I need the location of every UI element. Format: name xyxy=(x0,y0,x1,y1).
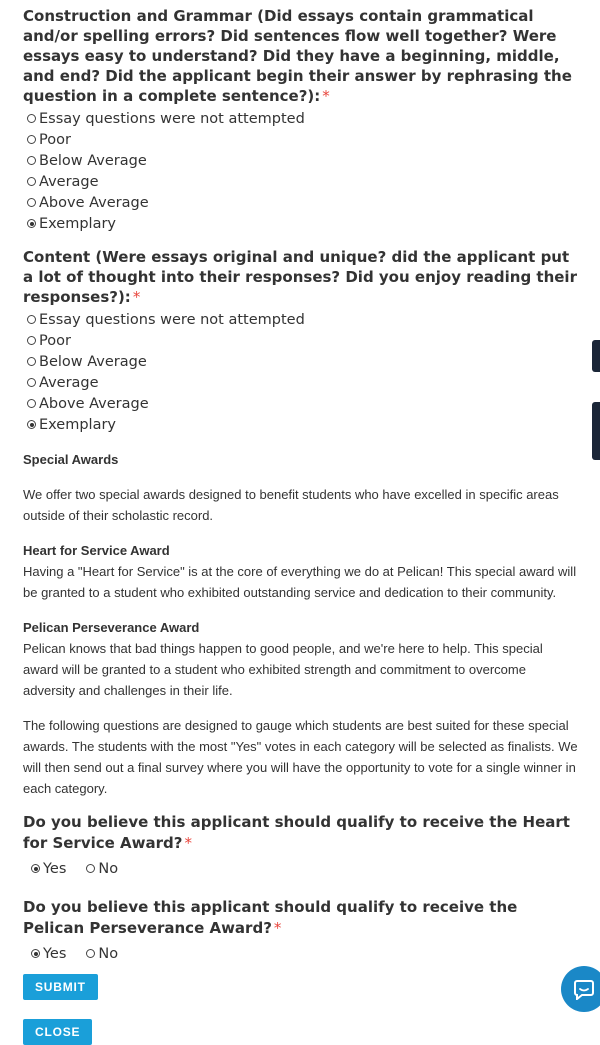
radio-label: Below Average xyxy=(39,353,147,370)
radio-label: Average xyxy=(39,173,99,190)
radio-label: Above Average xyxy=(39,194,149,211)
chat-launcher-button[interactable] xyxy=(561,966,600,1012)
special-awards-heading: Special Awards xyxy=(23,452,119,467)
yes-no-radio-group xyxy=(31,858,583,879)
radio-button-icon[interactable] xyxy=(27,357,36,366)
required-asterisk: * xyxy=(184,834,192,852)
question-text: Do you believe this applicant should qualify to receive the Heart for Service Award? xyxy=(23,813,570,852)
radio-option-no[interactable] xyxy=(86,858,118,879)
radio-group xyxy=(27,309,583,435)
special-awards-intro: We offer two special awards designed to benefit students who have excelled in specific areas outside of their scholastic record. xyxy=(23,487,559,523)
radio-option-selected[interactable] xyxy=(27,414,583,435)
question-text: Content (Were essays original and unique? did the applicant put a lot of thought into their responses? Did you enjoy reading their responses?): xyxy=(23,248,577,306)
question-label xyxy=(23,6,583,106)
radio-option[interactable] xyxy=(27,351,583,372)
special-awards-section xyxy=(23,449,578,799)
pelican-award-text: Pelican knows that bad things happen to good people, and we're here to help. This special award will be granted to a student who exhibited strength and commitment to overcome adversity and challenges in their life. xyxy=(23,641,543,698)
question-construction-grammar xyxy=(23,6,583,234)
radio-label: Above Average xyxy=(39,395,149,412)
radio-button-icon[interactable] xyxy=(27,378,36,387)
chat-bubble-icon xyxy=(573,978,595,1000)
heart-award-text: Having a "Heart for Service" is at the core of everything we do at Pelican! This special award will be granted to a student who exhibited outstanding service and dedication to their community. xyxy=(23,564,577,600)
radio-label: Average xyxy=(39,374,99,391)
radio-option[interactable] xyxy=(27,393,583,414)
radio-label: Below Average xyxy=(39,152,147,169)
side-tab-lower[interactable] xyxy=(592,402,600,460)
radio-option[interactable] xyxy=(27,150,583,171)
yes-no-radio-group xyxy=(31,943,583,964)
radio-option-no[interactable] xyxy=(86,943,118,964)
radio-label: Essay questions were not attempted xyxy=(39,110,305,127)
required-asterisk: * xyxy=(132,288,141,306)
following-questions-text: The following questions are designed to gauge which students are best suited for these special awards. The students with the most "Yes" votes in each category will be selected as finalists. We will then send out a final survey where you will have the opportunity to vote for a single winner in each category. xyxy=(23,718,578,796)
close-button[interactable]: CLOSE xyxy=(23,1019,92,1045)
radio-button-icon[interactable] xyxy=(27,198,36,207)
radio-label: No xyxy=(98,860,119,877)
review-form xyxy=(23,6,583,1045)
required-asterisk: * xyxy=(322,87,330,105)
radio-option-yes-selected[interactable] xyxy=(31,943,66,964)
radio-option-selected[interactable] xyxy=(27,213,583,234)
radio-button-icon[interactable] xyxy=(27,336,36,345)
radio-button-icon[interactable] xyxy=(27,177,36,186)
radio-option[interactable] xyxy=(27,192,583,213)
radio-group xyxy=(27,108,583,234)
submit-button[interactable]: SUBMIT xyxy=(23,974,98,1000)
radio-button-checked-icon[interactable] xyxy=(31,949,40,958)
radio-option[interactable] xyxy=(27,372,583,393)
radio-label: Exemplary xyxy=(39,215,117,232)
radio-option-yes-selected[interactable] xyxy=(31,858,66,879)
question-content xyxy=(23,247,583,435)
radio-button-icon[interactable] xyxy=(27,315,36,324)
radio-label: Yes xyxy=(43,945,67,962)
radio-label: Poor xyxy=(39,131,71,148)
radio-button-icon[interactable] xyxy=(27,399,36,408)
radio-button-icon[interactable] xyxy=(27,135,36,144)
question-label xyxy=(23,247,583,307)
question-pelican-perseverance xyxy=(23,897,583,964)
radio-button-icon[interactable] xyxy=(27,156,36,165)
heart-award-title: Heart for Service Award xyxy=(23,543,170,558)
question-text: Do you believe this applicant should qualify to receive the Pelican Perseverance Award? xyxy=(23,898,518,937)
radio-button-icon[interactable] xyxy=(86,864,95,873)
question-heart-for-service xyxy=(23,812,583,879)
pelican-award-title: Pelican Perseverance Award xyxy=(23,620,200,635)
radio-button-icon[interactable] xyxy=(27,114,36,123)
question-label xyxy=(23,812,583,854)
radio-label: Exemplary xyxy=(39,416,117,433)
radio-label: Yes xyxy=(43,860,67,877)
radio-button-checked-icon[interactable] xyxy=(27,420,36,429)
radio-option[interactable] xyxy=(27,129,583,150)
radio-option[interactable] xyxy=(27,171,583,192)
radio-label: Essay questions were not attempted xyxy=(39,311,305,328)
radio-option[interactable] xyxy=(27,330,583,351)
side-tab-upper[interactable] xyxy=(592,340,600,372)
radio-button-icon[interactable] xyxy=(86,949,95,958)
radio-label: Poor xyxy=(39,332,71,349)
required-asterisk: * xyxy=(273,919,282,937)
radio-label: No xyxy=(98,945,119,962)
question-label xyxy=(23,897,583,939)
radio-option[interactable] xyxy=(27,309,583,330)
radio-button-checked-icon[interactable] xyxy=(27,219,36,228)
radio-button-checked-icon[interactable] xyxy=(31,864,40,873)
radio-option[interactable] xyxy=(27,108,583,129)
question-text: Construction and Grammar (Did essays contain grammatical and/or spelling errors? Did sentences flow well together? Were essays easy to understand? Did they have a beginning, middle, and end? Did the applicant begin their answer by rephrasing the question in a complete sentence?): xyxy=(23,7,572,105)
